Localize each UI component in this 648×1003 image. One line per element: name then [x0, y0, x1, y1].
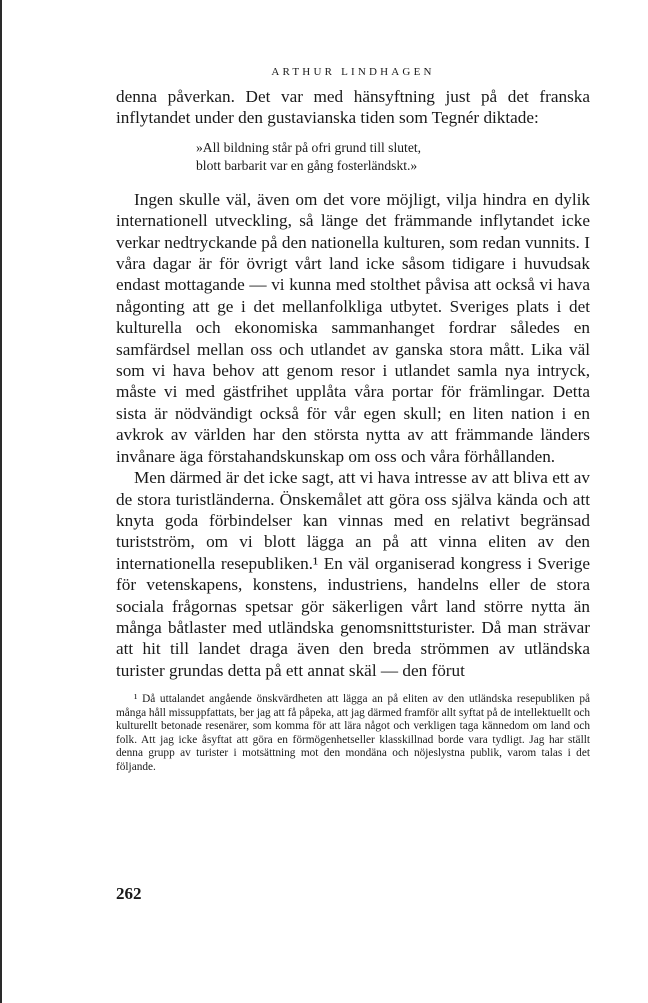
- verse-line: blott barbarit var en gång fosterländskt.»: [196, 157, 418, 173]
- footnote: ¹ Då uttalandet angående önskvärdheten att lägga an på eliten av den utländska resepubliken på många håll missuppfattats, ber jag att få påpeka, att jag därmed framför allt syftat på de intellektuellt och kulturellt betonade resenärer, som komma för att lära något och verkligen taga kännedom om land och folk. Att jag icke åsyftat att göra en förmögenhetseller klasskillnad borde vara tydligt. Jag har ställt denna grupp av turister i motsättning mot den mondäna och nöjeslystna publik, varom talas i det följande.: [116, 693, 590, 773]
- footnotes: [116, 693, 590, 774]
- verse-line: »All bildning står på ofri grund till slutet,: [196, 139, 422, 155]
- verse-quote: [196, 139, 590, 175]
- body-text: [116, 86, 590, 681]
- running-head: ARTHUR LINDHAGEN: [271, 66, 435, 78]
- scan-edge-rule: [0, 0, 2, 1003]
- paragraph: Ingen skulle väl, även om det vore möjligt, vilja hindra en dylik internationell utveckling, så länge det främmande inflytandet icke verkar nedtryckande på den nationella kulturen, som redan vunnits. I våra dagar är för övrigt vårt land icke såsom tidigare i huvudsak endast mottagande — vi kunna med stolthet påvisa att också vi hava någonting att ge i det mellanfolkliga utbytet. Sveriges plats i det kulturella och ekonomiska sammanhanget fordrar således en samfärdsel mellan oss och utlandet av ganska stora mått. Lika väl som vi hava behov att genom resor i utlandet samla nya intryck, måste vi med gästfrihet upplåta våra portar för främlingar. Detta sista är nödvändigt också för vår egen skull; en liten nation i en avkrok av världen har den största nytta av att främmande länders invånare äga förstahandskunskap om oss och våra förhållanden.: [116, 189, 590, 466]
- paragraph-intro: denna påverkan. Det var med hänsyftning just på det franska inflytandet under den gustavianska tiden som Tegnér diktade:: [116, 87, 590, 128]
- page-number: 262: [116, 884, 142, 903]
- book-page: [116, 64, 590, 774]
- paragraph: Men därmed är det icke sagt, att vi hava intresse av att bliva ett av de stora turistländerna. Önskemålet att göra oss själva kända och att knyta goda förbindelser kan vinnas med en relativt begränsad turistström, om vi blott lägga an på att vinna eliten av den internationella resepubliken.¹ En väl organiserad kongress i Sverige för vetenskapens, konstens, industriens, handelns eller de stora sociala frågornas spetsar gör säkerligen vårt land större nytta än många båtlaster med utländska genomsnittsturister. Då man strävar att hit till landet draga även den breda strömmen av utländska turister grundas detta på ett annat skäl — den förut: [116, 468, 590, 680]
